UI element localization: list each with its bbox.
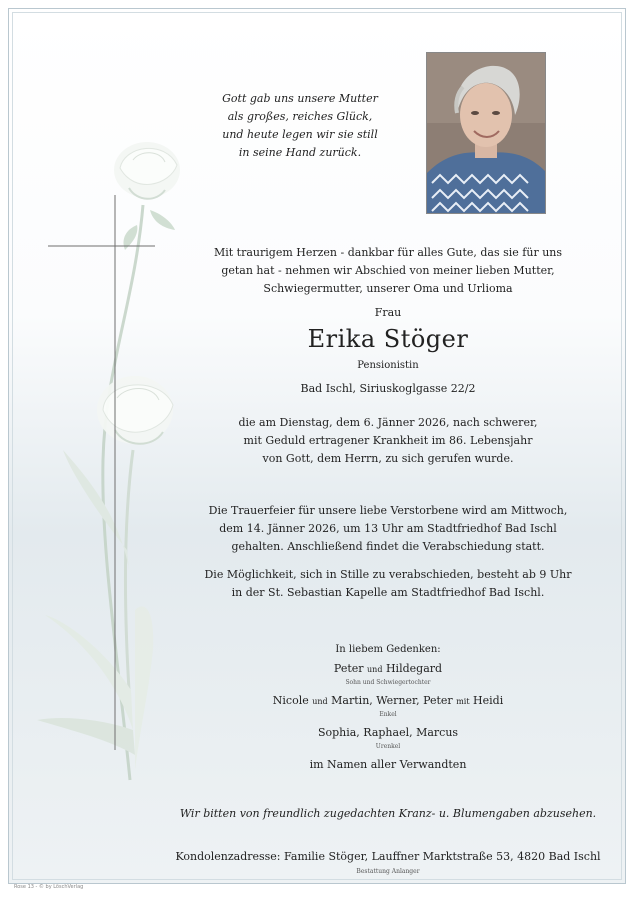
death-notice-line: mit Geduld ertragener Krankheit im 86. Lebensjahr bbox=[243, 434, 533, 447]
ceremony-line: dem 14. Jänner 2026, um 13 Uhr am Stadtfriedhof Bad Ischl bbox=[219, 522, 557, 535]
intro-line: getan hat - nehmen wir Abschied von meiner lieben Mutter, bbox=[221, 264, 555, 277]
mourner-group-3 bbox=[150, 724, 626, 742]
mourner-name: Sophia, Raphael, Marcus bbox=[317, 726, 459, 739]
portrait-photo bbox=[426, 52, 546, 214]
mourner-role: Enkel bbox=[379, 711, 397, 718]
poem-line: als großes, reiches Glück, bbox=[227, 110, 373, 123]
mourners-heading: In liebem Gedenken: bbox=[335, 644, 441, 655]
salutation: Frau bbox=[374, 306, 402, 319]
condolence-address: Kondolenzadresse: Familie Stöger, Lauffner Marktstraße 53, 4820 Bad Ischl bbox=[175, 850, 601, 863]
ceremony-line: Die Trauerfeier für unsere liebe Verstorbene wird am Mittwoch, bbox=[208, 504, 568, 517]
mourner-role: Urenkel bbox=[375, 743, 401, 750]
death-notice-line: die am Dienstag, dem 6. Jänner 2026, nach schwerer, bbox=[238, 416, 538, 429]
mourner-name: Martin, Werner, Peter bbox=[331, 694, 453, 707]
occupation: Pensionistin bbox=[357, 360, 419, 371]
mourner-group-1 bbox=[150, 660, 626, 679]
farewell-line: Die Möglichkeit, sich in Stille zu verabschieden, besteht ab 9 Uhr bbox=[204, 568, 572, 581]
top-rose bbox=[114, 142, 180, 199]
deceased-address: Bad Ischl, Siriuskoglgasse 22/2 bbox=[300, 382, 476, 395]
mourner-role: Sohn und Schwiegertochter bbox=[345, 679, 431, 686]
mourners-closing: im Namen aller Verwandten bbox=[309, 758, 467, 771]
connector: und bbox=[312, 697, 328, 706]
ceremony-paragraph bbox=[150, 502, 626, 556]
ceremony-line: gehalten. Anschließend findet die Verabschiedung statt. bbox=[231, 540, 545, 553]
intro-line: Schwiegermutter, unserer Oma und Urlioma bbox=[263, 282, 513, 295]
mourner-name: Peter bbox=[333, 662, 364, 675]
undertaker: Bestattung Anlanger bbox=[356, 868, 420, 875]
flower-request: Wir bitten von freundlich zugedachten Kranz- u. Blumengaben abzusehen. bbox=[179, 807, 597, 820]
death-notice-line: von Gott, dem Herrn, zu sich gerufen wurde. bbox=[262, 452, 514, 465]
mourner-name: Heidi bbox=[473, 694, 504, 707]
poem-line: Gott gab uns unsere Mutter bbox=[222, 92, 378, 105]
mourner-name: Nicole bbox=[272, 694, 309, 707]
farewell-paragraph bbox=[150, 566, 626, 602]
connector: und bbox=[367, 665, 383, 674]
image-credit: Rose 13 - © by LöschVerlag bbox=[14, 884, 84, 890]
intro-paragraph bbox=[150, 244, 626, 298]
connector: mit bbox=[456, 697, 470, 706]
poem-line: in seine Hand zurück. bbox=[238, 146, 362, 159]
farewell-line: in der St. Sebastian Kapelle am Stadtfriedhof Bad Ischl. bbox=[231, 586, 545, 599]
deceased-name: Erika Stöger bbox=[307, 325, 469, 353]
death-notice bbox=[150, 414, 626, 468]
mourner-group-2 bbox=[150, 692, 626, 711]
poem-line: und heute legen wir sie still bbox=[222, 128, 378, 141]
poem bbox=[210, 90, 390, 162]
intro-line: Mit traurigem Herzen - dankbar für alles Gute, das sie für uns bbox=[213, 246, 563, 259]
mourner-name: Hildegard bbox=[385, 662, 443, 675]
